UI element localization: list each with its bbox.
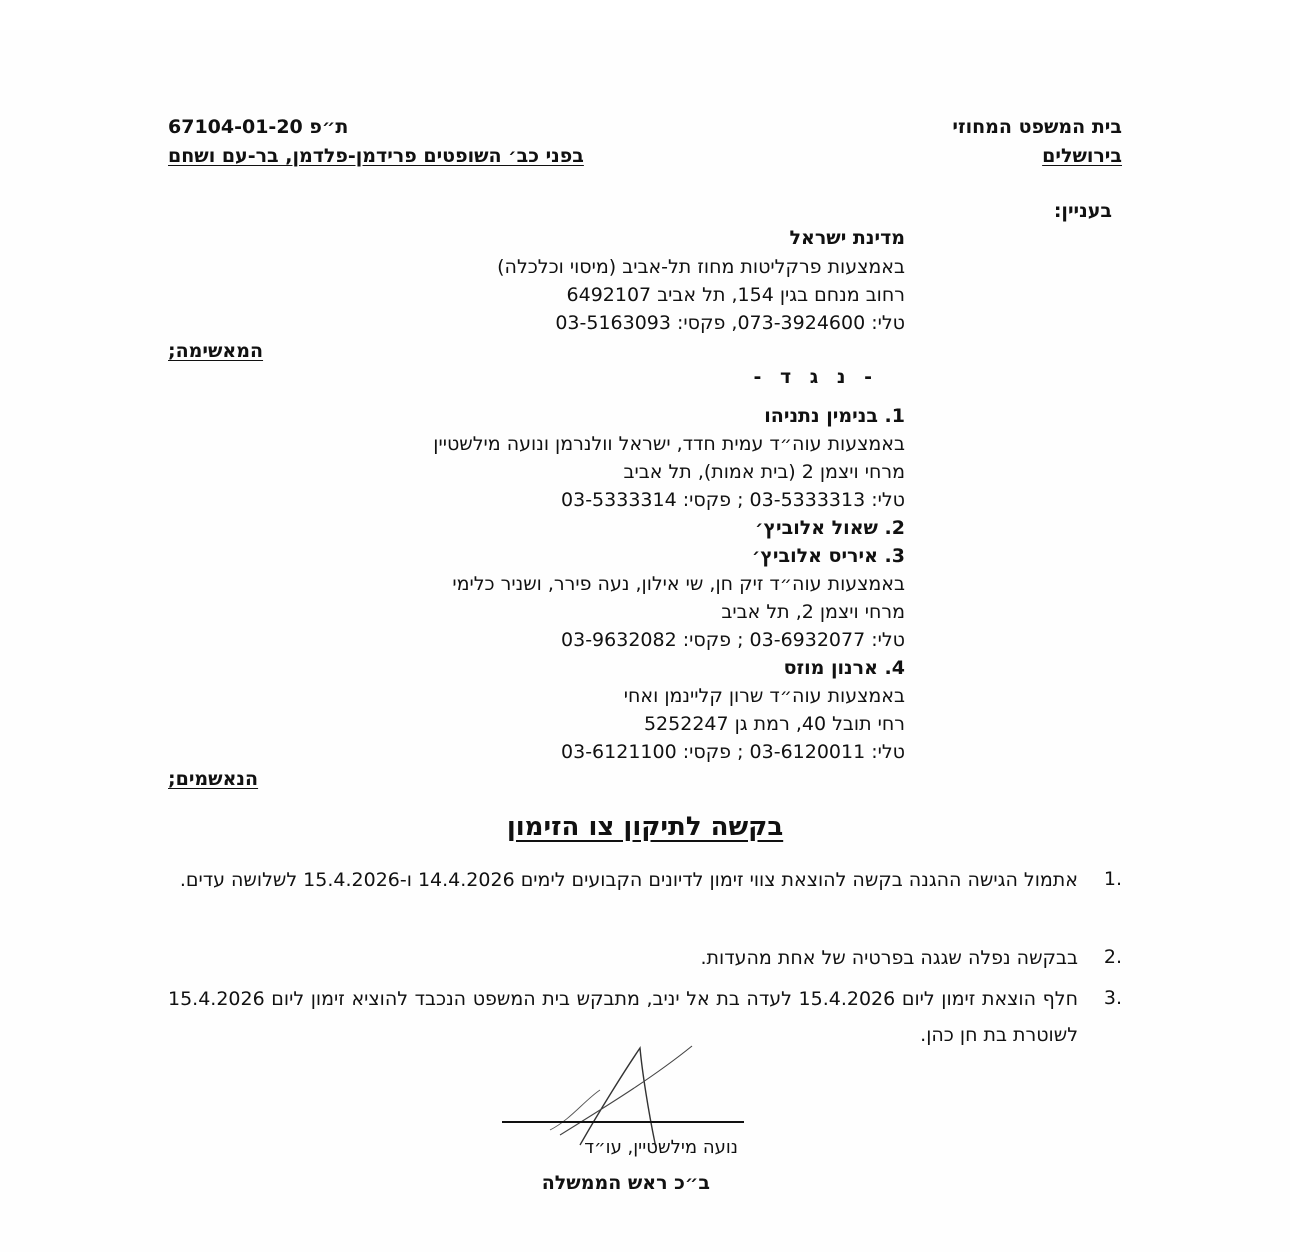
handwritten-signature <box>540 1040 710 1150</box>
defendant-3-lawyers: באמצעות עוה״ד זיק חן, שי אילון, נעה פירר, ושניר כלימי <box>452 573 905 595</box>
paragraph-number: 2. <box>1103 946 1122 968</box>
paragraph-number: 1. <box>1103 868 1122 890</box>
defendant-1-name: 1. בנימין נתניהו <box>764 405 905 427</box>
defendants-role <box>168 768 258 790</box>
signature-line <box>502 1121 744 1123</box>
paragraph-3: חלף הוצאת זימון ליום 15.4.2026 לעדה בת אל יניב, מתבקש בית המשפט הנכבד להוציא זימון ליום 15.4.2026 לשוטרת בת חן כהן. <box>168 988 1078 1046</box>
defendant-4-name: 4. ארנון מוזס <box>783 657 905 679</box>
judges-panel: בפני כב׳ השופטים פרידמן-פלדמן, בר-עם ושחם <box>168 145 584 167</box>
role-word: המאשימה; <box>168 340 264 362</box>
defendant-3-address: מרחי ויצמן 2, תל אביב <box>721 601 905 623</box>
case-number: ת״פ 67104-01-20 <box>168 116 349 138</box>
court-name: בית המשפט המחוזי <box>952 116 1122 138</box>
defendant-1-phone: טלי: 03-5333313 ; פקסי: 03-5333314 <box>561 489 905 511</box>
document-title: בקשה לתיקון צו הזימון <box>506 812 784 842</box>
prosecution-name: מדינת ישראל <box>789 227 905 249</box>
defendant-1-lawyers: באמצעות עוה״ד עמית חדד, ישראל וולנרמן ונועה מילשטיין <box>433 433 905 455</box>
top-margin <box>0 0 1290 30</box>
defendant-2-name: 2. שאול אלוביץ׳ <box>755 517 905 539</box>
defendant-4-address: רחי תובל 40, רמת גן 5252247 <box>643 713 905 735</box>
defendant-1-address: מרחי ויצמן 2 (בית אמות), תל אביב <box>623 461 905 483</box>
signatory-name: נועה מילשטיין, עו״ד <box>584 1137 738 1158</box>
paragraph-number: 3. <box>1103 987 1122 1009</box>
prosecution-role <box>168 340 263 362</box>
court-city: בירושלים <box>1042 145 1122 167</box>
defendant-4-lawyers: באמצעות עוה״ד שרון קליינמן ואחי <box>623 685 905 707</box>
role-word: הנאשמים; <box>168 768 259 790</box>
signatory-role: ב״כ ראש הממשלה <box>541 1172 710 1194</box>
re-label: בעניין: <box>1053 200 1112 222</box>
paragraph-2: בבקשה נפלה שגגה בפרטיה של אחת מהעדות. <box>700 947 1078 969</box>
paragraph-1: אתמול הגישה ההגנה בקשה להוצאת צווי זימון לדיונים הקבועים לימים 14.4.2026 ו-15.4.2026 לשלושה עדים. <box>179 869 1078 891</box>
versus-label: - נ ג ד - <box>753 366 878 388</box>
defendant-3-name: 3. איריס אלוביץ׳ <box>751 545 905 567</box>
prosecution-office: באמצעות פרקליטות מחוז תל-אביב (מיסוי וכלכלה) <box>497 256 905 278</box>
prosecution-phone: טלי: 073-3924600, פקסי: 03-5163093 <box>555 312 905 334</box>
defendant-4-phone: טלי: 03-6120011 ; פקסי: 03-6121100 <box>561 741 905 763</box>
defendant-3-phone: טלי: 03-6932077 ; פקסי: 03-9632082 <box>561 629 905 651</box>
prosecution-address: רחוב מנחם בגין 154, תל אביב 6492107 <box>566 284 905 306</box>
